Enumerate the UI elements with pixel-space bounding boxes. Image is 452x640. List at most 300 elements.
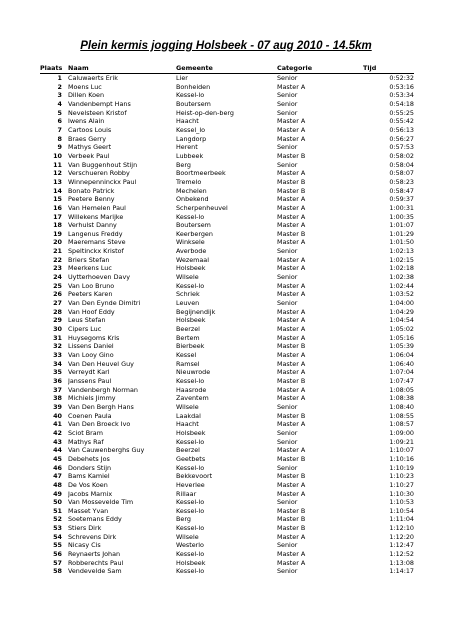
place-cell: 30 (53, 325, 62, 334)
category-cell: Master B (277, 342, 306, 351)
category-cell: Master A (277, 558, 306, 567)
name-cell: Mathys Raf (68, 437, 104, 446)
place-cell: 40 (53, 411, 62, 420)
place-cell: 4 (57, 99, 62, 108)
name-cell: Speltinckx Kristof (68, 247, 124, 256)
municipality-cell: Kessel-lo (176, 376, 205, 385)
category-cell: Senior (277, 437, 298, 446)
time-cell: 0:55:42 (389, 117, 414, 126)
table-row (40, 100, 414, 109)
time-cell: 1:12:20 (389, 532, 414, 541)
table-row (40, 282, 414, 291)
municipality-cell: Kessel-lo (176, 506, 205, 515)
category-cell: Senior (277, 247, 298, 256)
table-row (40, 567, 414, 576)
place-cell: 46 (53, 463, 62, 472)
header-name: Naam (68, 64, 176, 74)
table-row (40, 386, 414, 395)
table-row (40, 187, 414, 196)
category-cell: Master A (277, 420, 306, 429)
place-cell: 55 (53, 541, 62, 550)
name-cell: Peeters Karen (68, 290, 113, 299)
name-cell: Van Hoof Eddy (68, 307, 115, 316)
table-row (40, 438, 414, 447)
table-row (40, 230, 414, 239)
municipality-cell: Tremelo (176, 177, 202, 186)
time-cell: 1:02:13 (389, 247, 414, 256)
name-cell: Vendevelde Sam (68, 567, 122, 576)
time-cell: 1:08:40 (389, 402, 414, 411)
category-cell: Master B (277, 472, 306, 481)
time-cell: 1:05:39 (389, 342, 414, 351)
time-cell: 0:58:47 (389, 186, 414, 195)
place-cell: 20 (53, 238, 62, 247)
place-cell: 45 (53, 454, 62, 463)
category-cell: Master A (277, 117, 306, 126)
table-row (40, 325, 414, 334)
table-row (40, 195, 414, 204)
name-cell: Cipers Luc (68, 325, 102, 334)
time-cell: 0:59:37 (389, 195, 414, 204)
table-row (40, 290, 414, 299)
name-cell: Sciot Bram (68, 428, 103, 437)
table-row (40, 464, 414, 473)
table-row (40, 351, 414, 360)
place-cell: 14 (53, 186, 62, 195)
name-cell: Winnepenninckx Paul (68, 177, 137, 186)
category-cell: Senior (277, 567, 298, 576)
table-row (40, 308, 414, 317)
category-cell: Master B (277, 454, 306, 463)
time-cell: 0:58:23 (389, 177, 414, 186)
municipality-cell: Leuven (176, 299, 200, 308)
category-cell: Master A (277, 394, 306, 403)
place-cell: 27 (53, 299, 62, 308)
time-cell: 1:04:29 (389, 307, 414, 316)
name-cell: Coenen Paula (68, 411, 112, 420)
place-cell: 42 (53, 428, 62, 437)
place-cell: 24 (53, 273, 62, 282)
table-row (40, 238, 414, 247)
table-row (40, 334, 414, 343)
municipality-cell: Lier (176, 74, 188, 82)
table-row (40, 221, 414, 230)
table-row (40, 204, 414, 213)
table-row (40, 455, 414, 464)
place-cell: 26 (53, 290, 62, 299)
category-cell: Senior (277, 273, 298, 282)
time-cell: 1:00:35 (389, 212, 414, 221)
time-cell: 0:55:25 (389, 108, 414, 117)
header-time: Tijd (339, 64, 414, 74)
category-cell: Master A (277, 550, 306, 559)
name-cell: Bams Kamiel (68, 472, 110, 481)
time-cell: 1:09:00 (389, 428, 414, 437)
place-cell: 34 (53, 359, 62, 368)
name-cell: Verhulst Danny (68, 221, 117, 230)
category-cell: Master A (277, 169, 306, 178)
category-cell: Master A (277, 333, 306, 342)
name-cell: Briers Stefan (68, 255, 110, 264)
table-row (40, 74, 414, 83)
name-cell: Caluwaerts Erik (68, 74, 118, 82)
place-cell: 38 (53, 394, 62, 403)
category-cell: Senior (277, 108, 298, 117)
municipality-cell: Rillaar (176, 489, 197, 498)
category-cell: Master A (277, 212, 306, 221)
time-cell: 1:02:15 (389, 255, 414, 264)
place-cell: 29 (53, 316, 62, 325)
category-cell: Master A (277, 134, 306, 143)
time-cell: 1:04:54 (389, 316, 414, 325)
time-cell: 1:10:54 (389, 506, 414, 515)
table-row (40, 394, 414, 403)
name-cell: Jacobs Marnix (68, 489, 113, 498)
municipality-cell: Bonheiden (176, 82, 211, 91)
name-cell: Bonato Patrick (68, 186, 115, 195)
category-cell: Senior (277, 428, 298, 437)
category-cell: Master A (277, 446, 306, 455)
table-row (40, 498, 414, 507)
results-body (40, 74, 414, 577)
name-cell: Van Hemelen Paul (68, 203, 126, 212)
place-cell: 1 (57, 74, 62, 82)
table-row (40, 533, 414, 542)
municipality-cell: Bierbeek (176, 342, 205, 351)
municipality-cell: Berg (176, 515, 191, 524)
municipality-cell: Heverlee (176, 480, 205, 489)
table-row (40, 135, 414, 144)
place-cell: 11 (53, 160, 62, 169)
place-cell: 44 (53, 446, 62, 455)
place-cell: 56 (53, 550, 62, 559)
name-cell: Van Looy Gino (68, 351, 114, 359)
place-cell: 15 (53, 195, 62, 204)
time-cell: 0:53:34 (389, 91, 414, 100)
place-cell: 6 (57, 117, 62, 126)
category-cell: Master B (277, 151, 306, 160)
name-cell: Vandenbergh Norman (68, 385, 138, 394)
table-row (40, 247, 414, 256)
table-row (40, 515, 414, 524)
place-cell: 10 (53, 151, 62, 160)
name-cell: Verschueren Robby (68, 169, 130, 178)
category-cell: Master B (277, 524, 306, 533)
place-cell: 39 (53, 402, 62, 411)
municipality-cell: Langdorp (176, 134, 207, 143)
place-cell: 9 (57, 143, 62, 152)
table-row (40, 524, 414, 533)
place-cell: 35 (53, 368, 62, 377)
municipality-cell: Berg (176, 160, 191, 169)
time-cell: 0:56:13 (389, 125, 414, 134)
municipality-cell: Averbode (176, 247, 207, 256)
name-cell: Van Buggenhout Stijn (68, 160, 138, 169)
time-cell: 1:06:40 (389, 359, 414, 368)
place-cell: 23 (53, 264, 62, 273)
category-cell: Master A (277, 281, 306, 290)
place-cell: 21 (53, 247, 62, 256)
name-cell: Braes Gerry (68, 134, 107, 143)
time-cell: 1:10:23 (389, 472, 414, 481)
category-cell: Master A (277, 351, 306, 359)
municipality-cell: Bekkevoort (176, 472, 213, 481)
time-cell: 1:12:10 (389, 524, 414, 533)
category-cell: Master B (277, 506, 306, 515)
place-cell: 16 (53, 203, 62, 212)
category-cell: Master B (277, 186, 306, 195)
table-row (40, 507, 414, 516)
time-cell: 1:14:17 (389, 567, 414, 576)
category-cell: Master A (277, 82, 306, 91)
place-cell: 19 (53, 229, 62, 238)
municipality-cell: Westerlo (176, 541, 204, 550)
category-cell: Senior (277, 463, 298, 472)
place-cell: 48 (53, 480, 62, 489)
municipality-cell: Wilsele (176, 402, 199, 411)
time-cell: 0:54:18 (389, 99, 414, 108)
table-row (40, 126, 414, 135)
place-cell: 17 (53, 212, 62, 221)
table-row (40, 472, 414, 481)
category-cell: Senior (277, 541, 298, 550)
table-row (40, 368, 414, 377)
table-row (40, 403, 414, 412)
municipality-cell: Scherpenheuvel (176, 203, 228, 212)
table-row (40, 273, 414, 282)
name-cell: Janssens Paul (68, 376, 112, 385)
time-cell: 1:03:52 (389, 290, 414, 299)
time-cell: 0:52:32 (389, 74, 414, 82)
name-cell: Van Loo Bruno (68, 281, 115, 290)
table-row (40, 412, 414, 421)
category-cell: Master A (277, 480, 306, 489)
category-cell: Master B (277, 177, 306, 186)
time-cell: 0:58:04 (389, 160, 414, 169)
category-cell: Master A (277, 290, 306, 299)
place-cell: 53 (53, 524, 62, 533)
municipality-cell: Holsbeek (176, 316, 206, 325)
name-cell: Schrevens Dirk (68, 532, 117, 541)
municipality-cell: Herent (176, 143, 198, 152)
name-cell: Langenus Freddy (68, 229, 123, 238)
municipality-cell: Haacht (176, 117, 199, 126)
time-cell: 1:01:50 (389, 238, 414, 247)
table-row (40, 541, 414, 550)
table-row (40, 256, 414, 265)
time-cell: 1:10:53 (389, 498, 414, 507)
category-cell: Master B (277, 515, 306, 524)
category-cell: Master A (277, 203, 306, 212)
category-cell: Master A (277, 238, 306, 247)
municipality-cell: Holsbeek (176, 264, 206, 273)
place-cell: 43 (53, 437, 62, 446)
municipality-cell: Wilsele (176, 532, 199, 541)
place-cell: 57 (53, 558, 62, 567)
place-cell: 25 (53, 281, 62, 290)
name-cell: Van Mossevelde Tim (68, 498, 134, 507)
place-cell: 54 (53, 532, 62, 541)
municipality-cell: Lubbeek (176, 151, 204, 160)
municipality-cell: Winksele (176, 238, 205, 247)
name-cell: Van Cauwenberghs Guy (68, 446, 145, 455)
name-cell: Moens Luc (68, 82, 102, 91)
time-cell: 1:08:57 (389, 420, 414, 429)
place-cell: 33 (53, 351, 62, 359)
place-cell: 12 (53, 169, 62, 178)
time-cell: 1:10:19 (389, 463, 414, 472)
time-cell: 1:02:38 (389, 273, 414, 282)
municipality-cell: Kessel (176, 351, 197, 359)
time-cell: 1:06:04 (389, 351, 414, 359)
municipality-cell: Haasrode (176, 385, 207, 394)
place-cell: 13 (53, 177, 62, 186)
municipality-cell: Kessel-lo (176, 524, 205, 533)
time-cell: 0:56:27 (389, 134, 414, 143)
category-cell: Senior (277, 143, 298, 152)
place-cell: 31 (53, 333, 62, 342)
name-cell: Michiels Jimmy (68, 394, 116, 403)
name-cell: Verbeek Paul (68, 151, 110, 160)
table-row (40, 178, 414, 187)
category-cell: Master A (277, 316, 306, 325)
category-cell: Master A (277, 264, 306, 273)
time-cell: 1:08:05 (389, 385, 414, 394)
municipality-cell: Zaventem (176, 394, 209, 403)
category-cell: Master B (277, 376, 306, 385)
municipality-cell: Kessel-lo (176, 463, 205, 472)
place-cell: 22 (53, 255, 62, 264)
table-row (40, 481, 414, 490)
name-cell: Masset Yvan (68, 506, 109, 515)
category-cell: Master A (277, 307, 306, 316)
results-table (40, 64, 414, 576)
municipality-cell: Kessel-lo (176, 498, 205, 507)
category-cell: Senior (277, 74, 298, 82)
time-cell: 1:04:00 (389, 299, 414, 308)
municipality-cell: Kessel-lo (176, 212, 205, 221)
category-cell: Master A (277, 359, 306, 368)
table-row (40, 152, 414, 161)
place-cell: 3 (57, 91, 62, 100)
municipality-cell: Boutersem (176, 221, 211, 230)
table-row (40, 550, 414, 559)
municipality-cell: Ramsel (176, 359, 200, 368)
table-row (40, 420, 414, 429)
name-cell: Van Den Broeck Ivo (68, 420, 131, 429)
name-cell: Meerkens Luc (68, 264, 112, 273)
header-municipality: Gemeente (176, 64, 277, 74)
name-cell: Huysegoms Kris (68, 333, 120, 342)
place-cell: 36 (53, 376, 62, 385)
category-cell: Master A (277, 368, 306, 377)
name-cell: Van Den Eynde Dimitri (68, 299, 141, 308)
name-cell: Iwens Alain (68, 117, 105, 126)
category-cell: Master A (277, 385, 306, 394)
time-cell: 1:11:04 (389, 515, 414, 524)
page-title: Plein kermis jogging Holsbeek - 07 aug 2010 - 14.5km (80, 40, 372, 52)
table-row (40, 83, 414, 92)
table-header-row (40, 64, 414, 74)
place-cell: 52 (53, 515, 62, 524)
name-cell: Verreydt Karl (68, 368, 110, 377)
municipality-cell: Wezemaal (176, 255, 209, 264)
time-cell: 1:10:16 (389, 454, 414, 463)
table-row (40, 264, 414, 273)
municipality-cell: Holsbeek (176, 428, 206, 437)
place-cell: 47 (53, 472, 62, 481)
time-cell: 1:10:27 (389, 480, 414, 489)
name-cell: Willekens Marijke (68, 212, 124, 221)
municipality-cell: Schriek (176, 290, 200, 299)
place-cell: 28 (53, 307, 62, 316)
name-cell: Reynaerts Johan (68, 550, 121, 559)
name-cell: De Vos Koen (68, 480, 108, 489)
category-cell: Senior (277, 402, 298, 411)
category-cell: Master A (277, 489, 306, 498)
municipality-cell: Kessel-lo (176, 281, 205, 290)
time-cell: 0:57:53 (389, 143, 414, 152)
time-cell: 1:13:08 (389, 558, 414, 567)
municipality-cell: Haacht (176, 420, 199, 429)
time-cell: 1:01:29 (389, 229, 414, 238)
category-cell: Master A (277, 532, 306, 541)
time-cell: 1:07:04 (389, 368, 414, 377)
municipality-cell: Beerzel (176, 325, 200, 334)
time-cell: 1:09:21 (389, 437, 414, 446)
category-cell: Senior (277, 299, 298, 308)
time-cell: 1:12:52 (389, 550, 414, 559)
place-cell: 58 (53, 567, 62, 576)
table-row (40, 559, 414, 568)
municipality-cell: Bertem (176, 333, 200, 342)
category-cell: Master A (277, 325, 306, 334)
municipality-cell: Kessel-lo (176, 550, 205, 559)
place-cell: 2 (57, 82, 62, 91)
time-cell: 1:08:55 (389, 411, 414, 420)
time-cell: 1:05:02 (389, 325, 414, 334)
municipality-cell: Mechelen (176, 186, 207, 195)
table-row (40, 490, 414, 499)
table-row (40, 429, 414, 438)
name-cell: Cartoos Louis (68, 125, 112, 134)
table-row (40, 377, 414, 386)
time-cell: 1:07:47 (389, 376, 414, 385)
name-cell: Robberechts Paul (68, 558, 124, 567)
municipality-cell: Kessel-lo (176, 91, 205, 100)
name-cell: Stiers Dirk (68, 524, 102, 533)
municipality-cell: Holsbeek (176, 558, 206, 567)
municipality-cell: Geetbets (176, 454, 206, 463)
time-cell: 1:08:38 (389, 394, 414, 403)
municipality-cell: Kessel_lo (176, 125, 206, 134)
name-cell: Donders Stijn (68, 463, 112, 472)
time-cell: 1:02:44 (389, 281, 414, 290)
time-cell: 1:02:18 (389, 264, 414, 273)
category-cell: Master B (277, 229, 306, 238)
table-row (40, 109, 414, 118)
time-cell: 0:58:02 (389, 151, 414, 160)
name-cell: Van Den Bergh Hans (68, 402, 134, 411)
municipality-cell: Onbekend (176, 195, 209, 204)
time-cell: 1:12:47 (389, 541, 414, 550)
name-cell: Maeremans Steve (68, 238, 126, 247)
time-cell: 1:05:16 (389, 333, 414, 342)
header-place: Plaats (40, 64, 68, 74)
municipality-cell: Keerbergen (176, 229, 213, 238)
name-cell: Nevelsteen Kristof (68, 108, 127, 117)
municipality-cell: Beerzel (176, 446, 200, 455)
